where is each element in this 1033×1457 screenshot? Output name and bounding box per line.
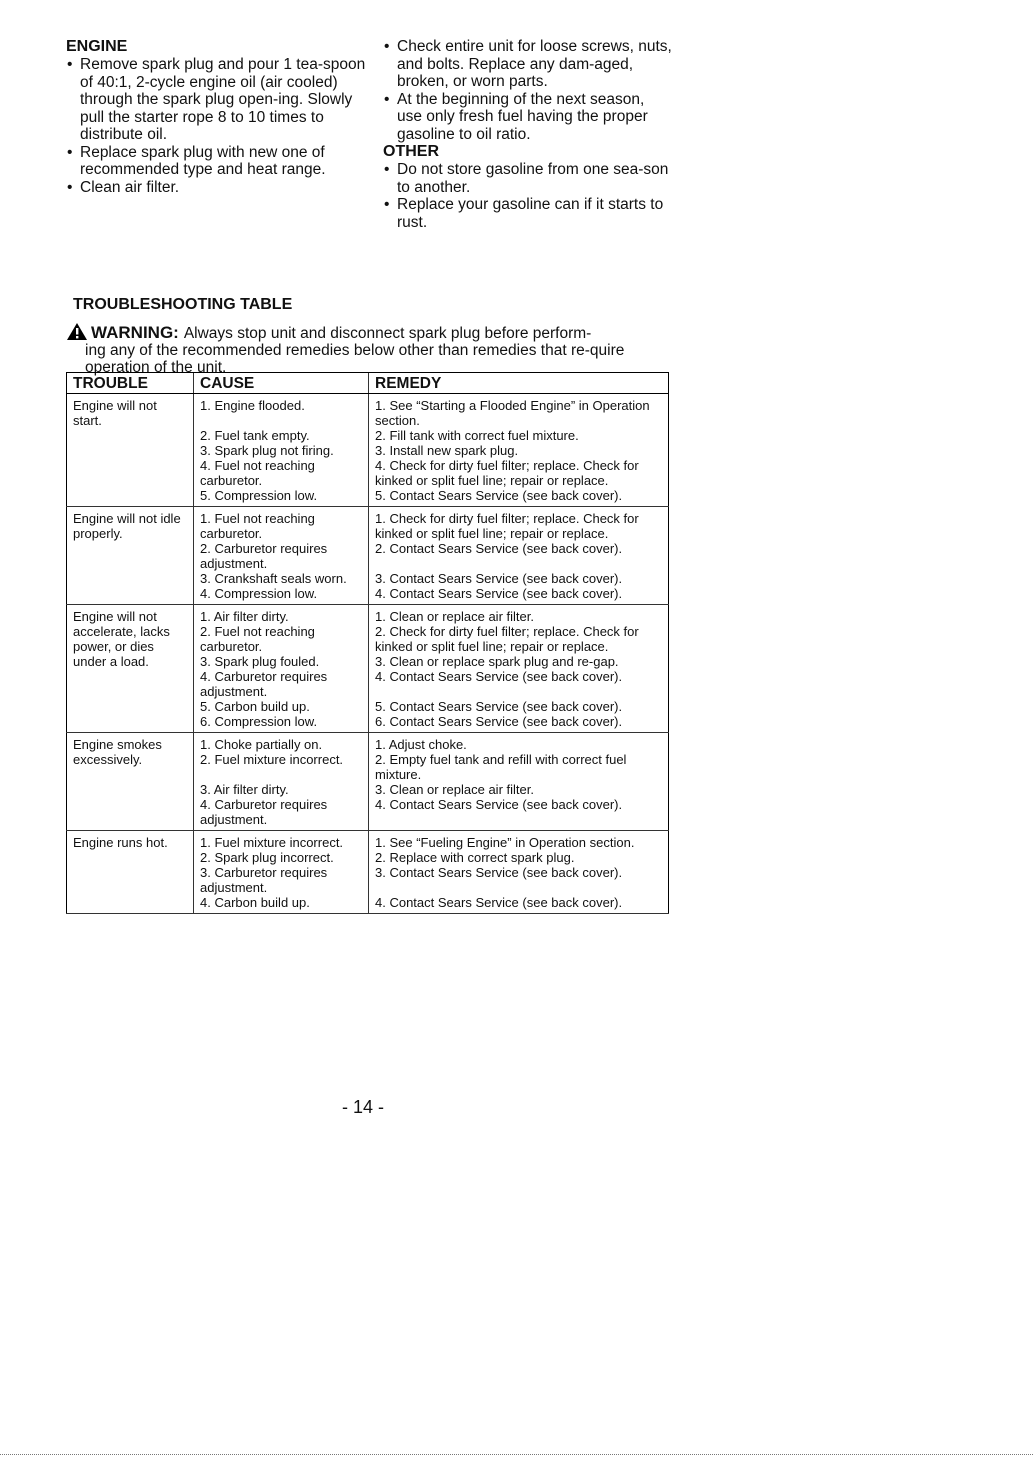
page-bottom-rule	[0, 1454, 1033, 1455]
troubleshooting-table	[66, 372, 669, 914]
remedy-item: 1. Clean or replace air filter.	[375, 609, 534, 624]
list-item: • Replace spark plug with new one of recommended type and heat range.	[66, 144, 366, 179]
general-list	[383, 38, 673, 143]
warning-word: WARNING:	[91, 323, 179, 342]
cause-item: 3. Spark plug not firing.	[200, 443, 334, 458]
cause-item: 3. Spark plug fouled.	[200, 654, 320, 669]
remedy-item: 2. Check for dirty fuel filter; replace. Check for kinked or split fuel line; repair or replace.	[375, 624, 639, 654]
trouble-cell: Engine will not idle properly.	[67, 507, 194, 605]
header-remedy: REMEDY	[369, 373, 669, 394]
remedy-item: 5. Contact Sears Service (see back cover).	[375, 488, 623, 503]
remedy-item: 1. Check for dirty fuel filter; replace. Check for kinked or split fuel line; repair or replace.	[375, 511, 639, 541]
cause-item: 2. Fuel tank empty.	[200, 428, 310, 443]
remedy-item: 4. Contact Sears Service (see back cover).	[375, 586, 623, 601]
list-item: • Check entire unit for loose screws, nuts, and bolts. Replace any dam-aged, broken, or worn parts.	[383, 38, 673, 91]
table-body	[67, 394, 669, 914]
cause-cell	[194, 605, 369, 733]
cause-cell	[194, 394, 369, 507]
cause-item: 2. Spark plug incorrect.	[200, 850, 334, 865]
other-list	[383, 161, 673, 231]
cause-item: 1. Fuel mixture incorrect.	[200, 835, 344, 850]
engine-heading: ENGINE	[66, 38, 128, 55]
remedy-item: 3. Install new spark plug.	[375, 443, 519, 458]
table-row	[67, 394, 669, 507]
warning-notice	[66, 319, 666, 376]
cause-item: 4. Carbon build up.	[200, 895, 310, 910]
warning-text-rest: ing any of the recommended remedies below other than remedies that re-quire operation of the unit.	[85, 342, 625, 376]
remedy-item: 3. Clean or replace air filter.	[375, 782, 534, 797]
header-cause: CAUSE	[194, 373, 369, 394]
cause-item: 4. Compression low.	[200, 586, 318, 601]
remedy-cell	[369, 507, 669, 605]
trouble-cell: Engine runs hot.	[67, 831, 194, 914]
remedy-item: 2. Replace with correct spark plug.	[375, 850, 575, 865]
list-item: • Remove spark plug and pour 1 tea-spoon of 40:1, 2-cycle engine oil (air cooled) through the spark plug open-ing. Slowly pull the starter rope 8 to 10 times to distribute oil.	[66, 56, 366, 144]
warning-text-line1: Always stop unit and disconnect spark plug before perform-	[183, 325, 592, 342]
list-item: • Clean air filter.	[66, 179, 366, 197]
cause-item: 2. Carburetor requires adjustment.	[200, 541, 328, 571]
cause-cell	[194, 831, 369, 914]
remedy-item: 1. Adjust choke.	[375, 737, 467, 752]
remedy-cell	[369, 605, 669, 733]
cause-item: 4. Carburetor requires adjustment.	[200, 797, 328, 827]
remedy-item: 3. Contact Sears Service (see back cover).	[375, 571, 623, 586]
cause-cell	[194, 507, 369, 605]
header-trouble: TROUBLE	[67, 373, 194, 394]
other-heading: OTHER	[383, 143, 439, 160]
cause-item: 5. Carbon build up.	[200, 699, 310, 714]
cause-item: 1. Engine flooded.	[200, 398, 305, 413]
table-row	[67, 831, 669, 914]
cause-cell	[194, 733, 369, 831]
cause-item: 6. Compression low.	[200, 714, 318, 729]
storage-right-column	[383, 38, 673, 231]
remedy-item: 3. Contact Sears Service (see back cover).	[375, 865, 623, 880]
remedy-item: 4. Contact Sears Service (see back cover).	[375, 669, 623, 684]
cause-item: 1. Choke partially on.	[200, 737, 323, 752]
list-item: • At the beginning of the next season, use only fresh fuel having the proper gasoline to oil ratio.	[383, 91, 673, 144]
remedy-item: 2. Contact Sears Service (see back cover).	[375, 541, 623, 556]
trouble-cell: Engine will not accelerate, lacks power, or dies under a load.	[67, 605, 194, 733]
remedy-item: 4. Contact Sears Service (see back cover).	[375, 895, 623, 910]
remedy-item: 1. See “Fueling Engine” in Operation section.	[375, 835, 635, 850]
list-item: • Replace your gasoline can if it starts to rust.	[383, 196, 673, 231]
remedy-cell	[369, 831, 669, 914]
list-item: • Do not store gasoline from one sea-son to another.	[383, 161, 673, 196]
remedy-item: 1. See “Starting a Flooded Engine” in Operation section.	[375, 398, 650, 428]
troubleshooting-title: TROUBLESHOOTING TABLE	[73, 296, 293, 313]
remedy-item: 4. Contact Sears Service (see back cover).	[375, 797, 623, 812]
table-row	[67, 733, 669, 831]
table-header-row	[67, 373, 669, 394]
warning-triangle-icon	[66, 322, 88, 341]
remedy-item: 4. Check for dirty fuel filter; replace. Check for kinked or split fuel line; repair or replace.	[375, 458, 639, 488]
page-number: - 14 -	[342, 1097, 385, 1117]
cause-item: 4. Carburetor requires adjustment.	[200, 669, 328, 699]
engine-section	[66, 38, 366, 196]
remedy-item: 3. Clean or replace spark plug and re-gap.	[375, 654, 619, 669]
remedy-item: 5. Contact Sears Service (see back cover).	[375, 699, 623, 714]
table-row	[67, 605, 669, 733]
trouble-cell: Engine will not start.	[67, 394, 194, 507]
cause-item: 2. Fuel mixture incorrect.	[200, 752, 344, 767]
remedy-cell	[369, 733, 669, 831]
cause-item: 3. Carburetor requires adjustment.	[200, 865, 328, 895]
cause-item: 3. Crankshaft seals worn.	[200, 571, 347, 586]
remedy-item: 6. Contact Sears Service (see back cover).	[375, 714, 623, 729]
trouble-cell: Engine smokes excessively.	[67, 733, 194, 831]
cause-item: 5. Compression low.	[200, 488, 318, 503]
remedy-cell	[369, 394, 669, 507]
cause-item: 2. Fuel not reaching carburetor.	[200, 624, 315, 654]
remedy-item: 2. Empty fuel tank and refill with correct fuel mixture.	[375, 752, 627, 782]
table-row	[67, 507, 669, 605]
remedy-item: 2. Fill tank with correct fuel mixture.	[375, 428, 579, 443]
cause-item: 1. Air filter dirty.	[200, 609, 289, 624]
engine-list	[66, 56, 366, 196]
cause-item: 4. Fuel not reaching carburetor.	[200, 458, 315, 488]
cause-item: 3. Air filter dirty.	[200, 782, 289, 797]
cause-item: 1. Fuel not reaching carburetor.	[200, 511, 315, 541]
